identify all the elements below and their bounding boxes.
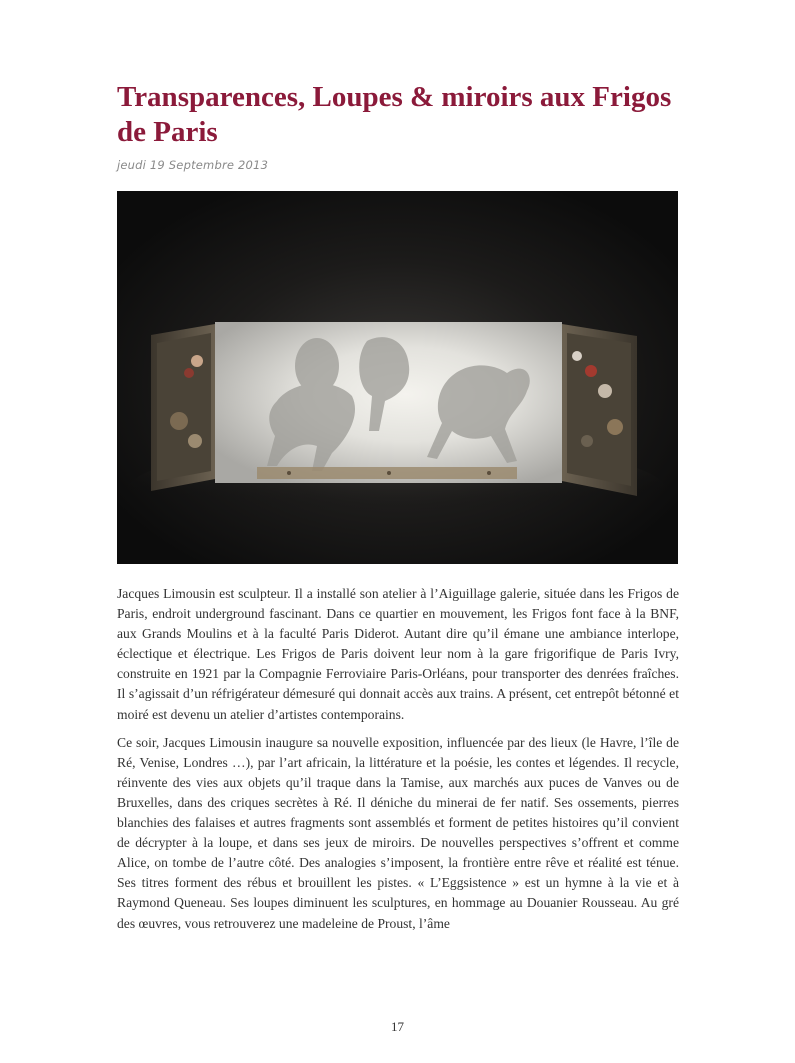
exhibition-photo (117, 191, 678, 564)
article-body (117, 584, 679, 942)
page-number: 17 (391, 1019, 404, 1034)
paragraph-2: Ce soir, Jacques Limousin inaugure sa nouvelle exposition, influencée par des lieux (le Havre, l’île de Ré, Venise, Londres …), par l’art africain, la littérature et la poésie, les contes et légendes. Il recycle, réinvente des vies aux objets qu’il traque dans la Tamise, aux marchés aux puces de Vanves ou de Bruxelles, dans des criques secrètes à Ré. Il déniche du minerai de fer natif. Ses ossements, pierres blanchies des falaises et autres fragments sont assemblés et forment de petites histoires qu’il convient de décrypter à la loupe, et dans ses jeux de miroirs. De nouvelles perspectives s’offrent et comme Alice, on tombe de l’autre côté. Des analogies s’imposent, la frontière entre rêve et réalité est ténue. Ses titres forment des rébus et brouillent les pistes. « L’Eggsistence » est un hymne à la vie et à Raymond Queneau. Ses loupes diminuent les sculptures, en hommage au Douanier Rousseau. Au gré des œuvres, vous retrouverez une madeleine de Proust, l’âme (117, 734, 679, 931)
paragraph-1: Jacques Limousin est sculpteur. Il a installé son atelier à l’Aiguillage galerie, située dans les Frigos de Paris, endroit underground fascinant. Dans ce quartier en mouvement, les Frigos font face à la BNF, aux Grands Moulins et à la faculté Paris Diderot. Autant dire qu’il émane une ambiance interlope, éclectique et électrique. Les Frigos de Paris doivent leur nom à la gare frigorifique de Paris Ivry, construite en 1921 par la Compagnie Ferroviaire Paris-Orléans, pour transporter des denrées fraîches. Il s’agissait d’un réfrigérateur démesuré qui donnait accès aux trains. A présent, cet entrepôt bétonné et moiré est devenu un atelier d’artistes contemporains. (117, 586, 679, 722)
article-title: Transparences, Loupes & miroirs aux Frigos de Paris (117, 81, 672, 148)
article-date: jeudi 19 Septembre 2013 (117, 158, 269, 172)
